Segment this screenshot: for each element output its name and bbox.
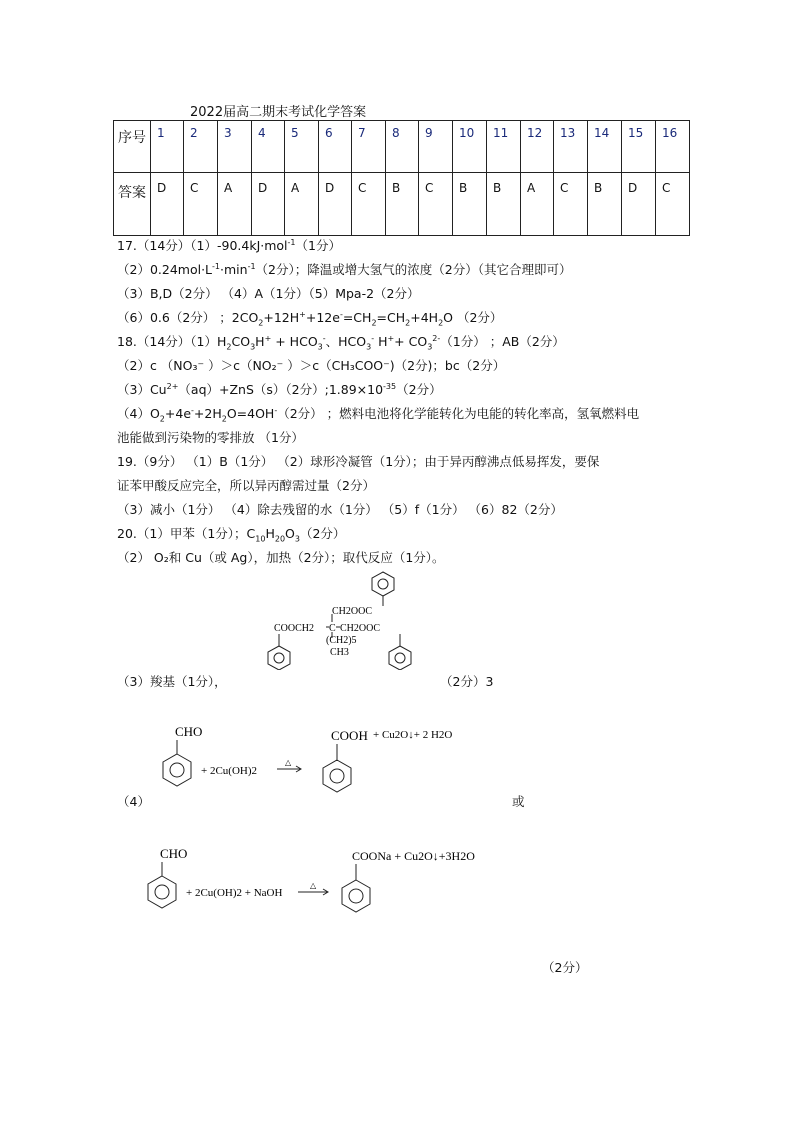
reaction-2 [140, 842, 500, 922]
q19-line2: 证苯甲酸反应完全，所以异丙醇需过量（2分） [117, 478, 375, 493]
table-cell-number: 12 [521, 121, 554, 173]
table-cell-answer: B [588, 173, 622, 236]
q20-line3b: （2分）3 [440, 674, 494, 689]
table-cell-number: 6 [319, 121, 352, 173]
r2-cho: CHO [160, 846, 188, 861]
table-cell-answer: D [151, 173, 184, 236]
table-cell-number: 10 [453, 121, 487, 173]
table-cell-answer: C [184, 173, 218, 236]
q19-line1: 19.（9分） （1）B（1分） （2）球形冷凝管（1分）；由于异丙醇沸点低易挥发，要保 [117, 454, 600, 469]
q18-line2: （2）c （NO₃⁻ ）＞c（NO₂⁻ ）＞c（CH₃COO⁻)（2分)；bc（2分） [117, 358, 506, 373]
table-cell-number: 13 [554, 121, 588, 173]
table-cell-number: 7 [352, 121, 386, 173]
q19-line3: （3）减小（1分） （4）除去残留的水（1分） （5）f（1分） （6）82（2分） [117, 502, 563, 517]
answer-table [113, 120, 690, 236]
table-cell-answer: C [419, 173, 453, 236]
q20-line2: （2） O₂和 Cu（或 Ag），加热（2分）；取代反应（1分）。 [117, 550, 445, 565]
q17-line1: 17.（14分）（1）-90.4kJ·mol$^{-1}$（1分） [117, 237, 341, 253]
r1-cho: CHO [175, 724, 203, 739]
table-cell-number: 8 [386, 121, 419, 173]
table-cell-answer: C [656, 173, 690, 236]
reaction-1 [155, 720, 485, 805]
table-cell-number: 14 [588, 121, 622, 173]
q17-line4: （6）0.6（2分） ；$2CO_2+12H^++12e^-=CH_2=CH_2+4H_2O$ （2分） [117, 309, 503, 328]
s1-left: COOCH2 [274, 623, 315, 634]
s1-right: CH2OOC [340, 623, 381, 634]
s1-c: C [329, 623, 336, 634]
or-text: 或 [512, 794, 525, 809]
q18-line3: $(3)Cu^{2+}(aq)+ZnS(s)(2$分）$;1.89\times 10^{-35}(2$分） [117, 381, 442, 397]
table-cell-answer: A [218, 173, 252, 236]
r2-reagent: + 2Cu(OH)2 + NaOH [186, 887, 283, 899]
table-cell-number: 5 [285, 121, 319, 173]
q20-line4: （4） [117, 794, 150, 809]
r1-rest: + Cu2O↓+ 2 H2O [373, 729, 453, 741]
table-cell-number: 3 [218, 121, 252, 173]
s1-top: CH2OOC [332, 606, 373, 617]
q18-line5: 池能做到污染物的零排放 （1分） [117, 430, 304, 445]
r2-prod: COONa + Cu2O↓+3H2O [352, 849, 475, 863]
table-cell-answer: C [352, 173, 386, 236]
table-cell-number: 1 [151, 121, 184, 173]
q18-line1: 18.（14分）$(1)H_2CO_3H^+ + HCO_3^-$、$HCO_3^-$ $H^++ CO_3^{2-}(1$分） ；AB（2分） [117, 333, 565, 352]
table-cell-number: 2 [184, 121, 218, 173]
table-row-answers [114, 173, 690, 236]
q20-line3a: （3）羧基（1分）， [117, 674, 227, 689]
q17-line2: $(2)0.24mol\cdot L^{-1}\cdot\min^{-1}(2$分）；降温或增大氢气的浓度（2分）（其它合理即可） [117, 261, 572, 277]
r1-reagent: + 2Cu(OH)2 [201, 765, 258, 777]
table-cell-number: 4 [252, 121, 285, 173]
s1-ch3: CH3 [330, 647, 349, 658]
s1-ch2n: (CH2)5 [326, 635, 357, 646]
final-marks: （2分） [542, 960, 588, 975]
table-cell-answer: C [554, 173, 588, 236]
table-cell-answer: B [453, 173, 487, 236]
table-cell-answer: D [252, 173, 285, 236]
table-cell-answer: A [521, 173, 554, 236]
table-cell-number: 11 [487, 121, 521, 173]
table-cell-answer: D [319, 173, 352, 236]
table-cell-number: 16 [656, 121, 690, 173]
r1-prod: COOH [331, 728, 368, 743]
row-label-number: 序号 [114, 121, 151, 173]
table-cell-number: 9 [419, 121, 453, 173]
r2-cond: △ [310, 881, 317, 890]
table-row-numbers [114, 121, 690, 173]
page-title: 2022届高二期末考试化学答案 [190, 105, 367, 120]
table-cell-answer: A [285, 173, 319, 236]
table-cell-number: 15 [622, 121, 656, 173]
table-cell-answer: B [487, 173, 521, 236]
ester-structure [250, 570, 440, 670]
table-cell-answer: B [386, 173, 419, 236]
q17-line3: （3）B,D（2分） （4）A（1分）（5）Mpa-2（2分） [117, 286, 420, 301]
row-label-answer: 答案 [114, 173, 151, 236]
r1-cond: △ [285, 758, 292, 767]
q18-line4: $(4)O_2+4e^-+2H_2O=4OH^-(2$分） ；燃料电池将化学能转化为电能的转化率高，氢氧燃料电 [117, 405, 640, 424]
q20-line1: 20.（1）甲苯（1分）；$C_{10}H_{20}O_3(2$分） [117, 526, 346, 544]
table-cell-answer: D [622, 173, 656, 236]
